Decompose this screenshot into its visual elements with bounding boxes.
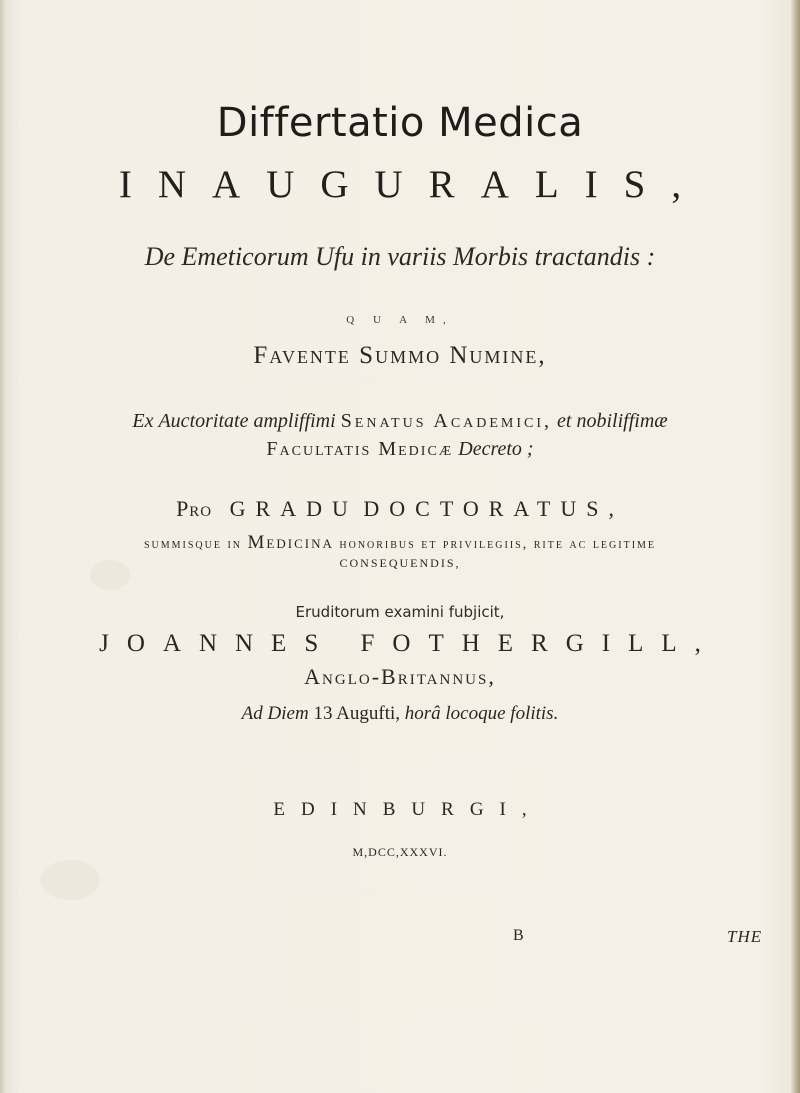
doctoratus-word: DOCTORATUS, bbox=[363, 496, 624, 521]
pro-word: Pro bbox=[176, 496, 213, 521]
consequendis-line: CONSEQUENDIS, bbox=[339, 556, 461, 570]
author-nationality: Anglo-Britannus, bbox=[304, 664, 496, 689]
authority-line-2 bbox=[0, 438, 800, 461]
day-number: 13 bbox=[313, 703, 333, 724]
medicina-text: Medicina bbox=[247, 532, 334, 553]
eruditorum-line: Eruditorum examini fubjicit, bbox=[295, 603, 505, 621]
signature-mark: B bbox=[513, 927, 524, 944]
nobilissimae-text: nobiliffimæ bbox=[576, 410, 668, 432]
imprint-place: EDINBURGI, bbox=[273, 799, 543, 820]
quam-line: Q U A M, bbox=[346, 314, 454, 326]
honoribus-text: honoribus et privilegiis, rite ac legitime bbox=[339, 537, 657, 552]
author-name: JOANNES FOTHERGILL, bbox=[99, 630, 719, 657]
hora-text: horâ locoque folitis. bbox=[404, 703, 559, 724]
date-line bbox=[0, 703, 800, 725]
honours-line bbox=[0, 532, 800, 554]
catchword: THE bbox=[727, 927, 763, 946]
summisque-text: summisque in bbox=[143, 537, 243, 552]
paper-stain bbox=[40, 860, 100, 900]
senatus-text: Senatus Academici, bbox=[340, 410, 553, 432]
facultatis-text: Facultatis Medicæ bbox=[266, 438, 454, 460]
degree-line bbox=[0, 496, 800, 522]
month-text: Augufti, bbox=[336, 703, 400, 724]
ex-word: Ex bbox=[132, 410, 154, 432]
et-word: et bbox=[557, 410, 572, 432]
gradu-word: GRADU bbox=[229, 496, 358, 521]
favente-line: Favente Summo Numine, bbox=[253, 342, 547, 369]
authority-line-1 bbox=[0, 410, 800, 433]
decreto-text: Decreto ; bbox=[458, 438, 534, 460]
dissertation-subject: De Emeticorum Ufu in variis Morbis tractandis : bbox=[144, 242, 656, 271]
document-title: Differtatio Medica bbox=[216, 100, 584, 146]
ad-diem-text: Ad Diem bbox=[241, 703, 309, 724]
auctoritate-text: Auctoritate ampliffimi bbox=[158, 410, 336, 432]
inauguralis-heading: INAUGURALIS, bbox=[118, 163, 708, 206]
imprint-year: M,DCC,XXXVI. bbox=[352, 845, 448, 859]
